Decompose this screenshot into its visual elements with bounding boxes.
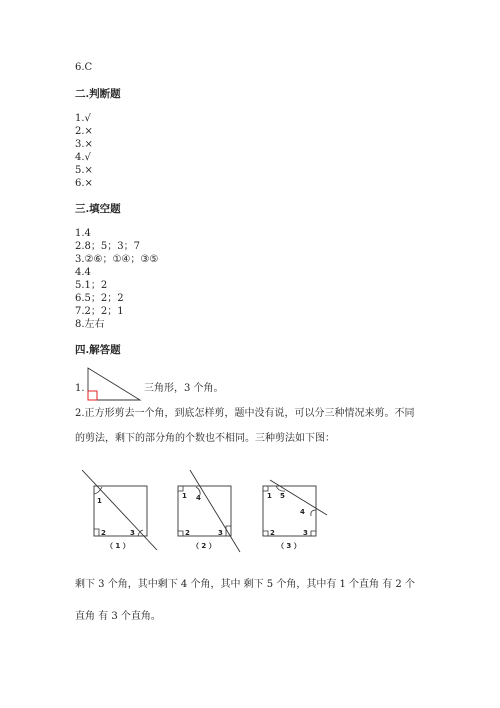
cut-figure-3: [255, 470, 335, 555]
q2-line-2: 的剪法，剩下的部分角的个数也不相同。三种剪法如下图：: [75, 433, 335, 444]
section3-item-3: 3.②⑥；①④；③⑤: [75, 254, 159, 265]
section3-item-6: 6.5；2；2: [75, 293, 124, 304]
angle-label: 3: [303, 529, 308, 537]
figure-caption: （ 2 ）: [192, 542, 216, 550]
angle-label: 2: [270, 529, 275, 537]
section2-item-4: 4.√: [75, 152, 91, 163]
cut-figure-2: [170, 470, 250, 555]
section3-item-7: 7.2；2；1: [75, 306, 124, 317]
angle-label: 1: [97, 497, 102, 505]
right-triangle-figure: [86, 366, 142, 402]
angle-label: 2: [185, 529, 190, 537]
angle-label: 4: [300, 508, 305, 516]
angle-label: 4: [196, 494, 201, 502]
section3-item-4: 4.4: [75, 267, 91, 278]
section2-item-6: 6.×: [75, 178, 93, 189]
angle-label: 2: [101, 529, 106, 537]
figure-caption: （ 1 ）: [106, 542, 130, 550]
section2-title: 二.判断题: [75, 88, 121, 100]
section2-item-5: 5.×: [75, 165, 93, 176]
angle-label: 5: [280, 492, 285, 500]
section2-item-2: 2.×: [75, 126, 93, 137]
section3-item-5: 5.1；2: [75, 280, 108, 291]
angle-label: 3: [218, 529, 223, 537]
figure-caption: （ 3 ）: [277, 542, 301, 550]
section4-title: 四.解答题: [75, 344, 121, 356]
angle-label: 1: [267, 492, 272, 500]
q1-answer: 三角形，3 个角。: [144, 383, 224, 394]
angle-label: 1: [182, 492, 187, 500]
section2-item-1: 1.√: [75, 113, 91, 124]
answer-choice-6: 6.C: [75, 62, 93, 73]
section3-title: 三.填空题: [75, 203, 121, 215]
section3-item-2: 2.8；5；3；7: [75, 241, 140, 252]
q1-number: 1.: [75, 383, 85, 394]
conclusion-line-1: 剩下 3 个角，其中剩下 4 个角，其中 剩下 5 个角，其中有 1 个直角 有 2 个: [75, 579, 415, 590]
cut-figure-1: [82, 470, 162, 550]
section3-item-1: 1.4: [75, 228, 91, 239]
section3-item-8: 8.左右: [75, 319, 105, 330]
section2-item-3: 3.×: [75, 139, 93, 150]
conclusion-line-2: 直角 有 3 个直角。: [75, 611, 161, 622]
q2-line-1: 2.正方形剪去一个角，到底怎样剪，题中没有说，可以分三种情况来剪。不同: [75, 408, 415, 419]
angle-label: 3: [130, 529, 135, 537]
